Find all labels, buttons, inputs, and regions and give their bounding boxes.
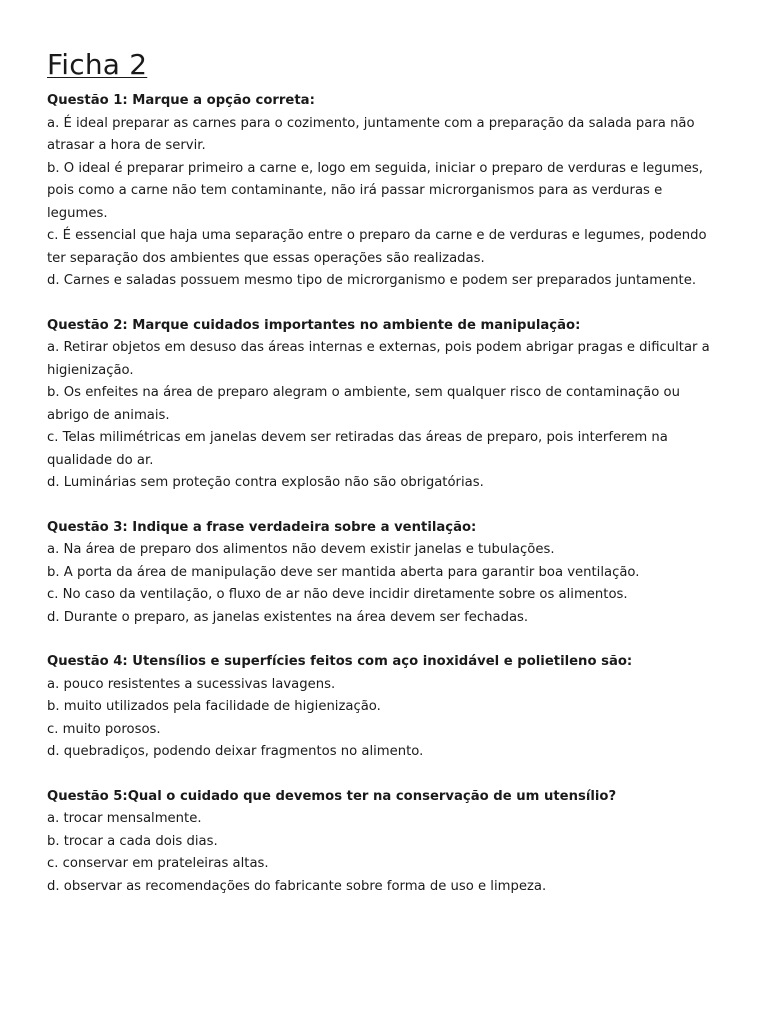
option-b: b. O ideal é preparar primeiro a carne e, logo em seguida, iniciar o preparo de verduras e legumes, pois como a carne não tem contaminante, não irá passar microrganismos para as verduras e legumes.	[47, 160, 703, 221]
option-a: a. Na área de preparo dos alimentos não devem existir janelas e tubulações.	[47, 542, 555, 557]
question-block-4	[47, 651, 725, 764]
question-block-3	[47, 517, 725, 630]
option-d: d. observar as recomendações do fabricante sobre forma de uso e limpeza.	[47, 878, 547, 894]
page-title: Ficha 2	[47, 48, 148, 81]
option-d: d. quebradiços, podendo deixar fragmentos no alimento.	[47, 744, 424, 759]
option-a: a. Retirar objetos em desuso das áreas internas e externas, pois podem abrigar pragas e dificultar a higienização.	[47, 340, 710, 378]
option-d: d. Luminárias sem proteção contra explosão não são obrigatórias.	[47, 475, 484, 490]
question-block-1	[47, 90, 725, 293]
option-b: b. Os enfeites na área de preparo alegram o ambiente, sem qualquer risco de contaminação ou abrigo de animais.	[47, 385, 680, 423]
option-c: c. No caso da ventilação, o fluxo de ar não deve incidir diretamente sobre os alimentos.	[47, 587, 628, 602]
question-heading: Questão 3: Indique a frase verdadeira sobre a ventilação:	[47, 519, 477, 535]
question-heading: Questão 5:Qual o cuidado que devemos ter na conservação de um utensílio?	[47, 788, 617, 804]
option-c: c. conservar em prateleiras altas.	[47, 856, 269, 871]
option-b: b. A porta da área de manipulação deve ser mantida aberta para garantir boa ventilação.	[47, 564, 640, 580]
question-block-5	[47, 786, 725, 899]
question-heading: Questão 2: Marque cuidados importantes no ambiente de manipulação:	[47, 317, 581, 333]
option-b: b. muito utilizados pela facilidade de higienização.	[47, 699, 381, 714]
option-a: a. trocar mensalmente.	[47, 811, 202, 826]
option-c: c. muito porosos.	[47, 721, 161, 737]
option-a: a. É ideal preparar as carnes para o cozimento, juntamente com a preparação da salada para não atrasar a hora de servir.	[47, 115, 695, 153]
option-c: c. Telas milimétricas em janelas devem ser retiradas das áreas de preparo, pois interferem na qualidade do ar.	[47, 430, 668, 468]
question-heading: Questão 4: Utensílios e superfícies feitos com aço inoxidável e polietileno são:	[47, 654, 633, 669]
document-page	[47, 48, 725, 920]
option-d: d. Durante o preparo, as janelas existentes na área devem ser fechadas.	[47, 609, 529, 625]
option-d: d. Carnes e saladas possuem mesmo tipo de microrganismo e podem ser preparados juntamente.	[47, 273, 697, 288]
question-heading: Questão 1: Marque a opção correta:	[47, 93, 315, 108]
option-a: a. pouco resistentes a sucessivas lavagens.	[47, 676, 336, 692]
option-b: b. trocar a cada dois dias.	[47, 833, 218, 849]
option-c: c. É essencial que haja uma separação entre o preparo da carne e de verduras e legumes, podendo ter separação dos ambientes que essas operações são realizadas.	[47, 228, 707, 266]
question-block-2	[47, 315, 725, 495]
